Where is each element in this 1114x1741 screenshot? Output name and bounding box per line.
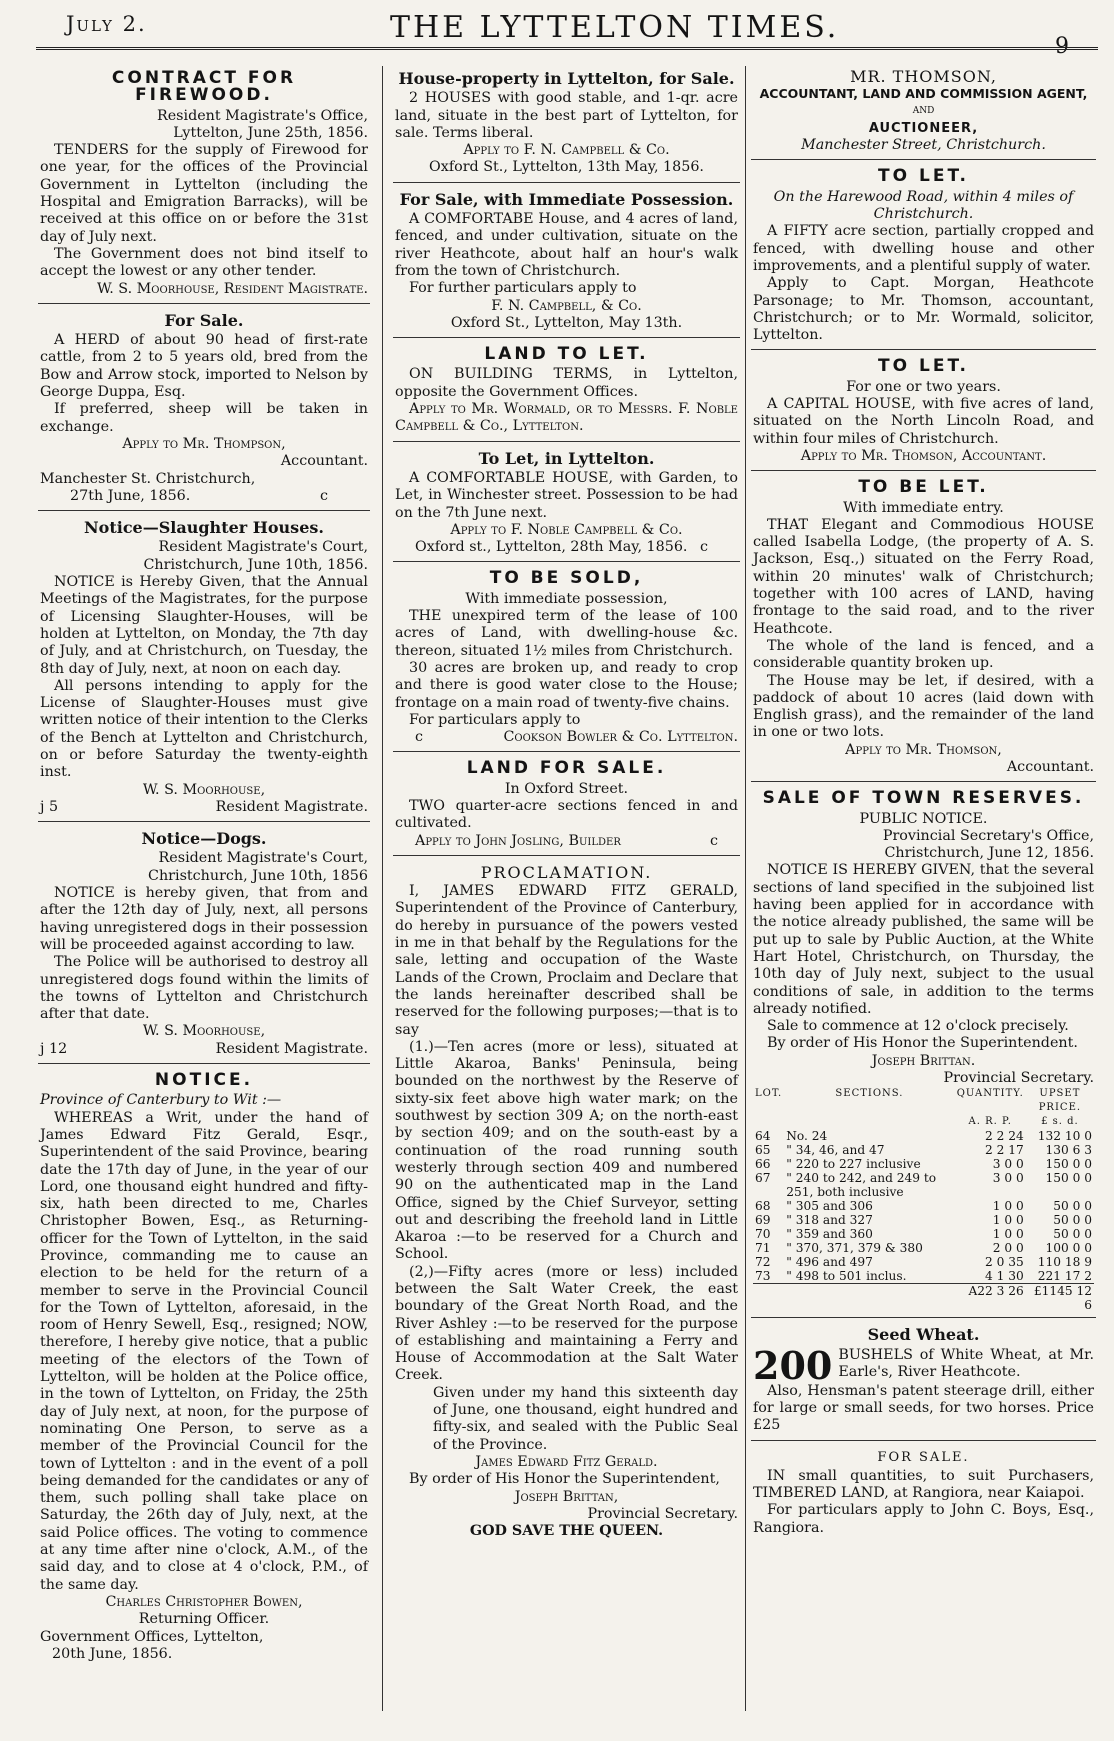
- ad-mark: j 12: [40, 1040, 68, 1057]
- table-header-sections: SECTIONS.: [835, 1088, 904, 1100]
- ad-body: The whole of the land is fenced, and a considerable quantity broken up.: [753, 637, 1094, 672]
- ad-large-number: 200: [753, 1342, 833, 1388]
- sections-cell: " 305 and 306: [786, 1199, 873, 1214]
- lot-cell: 70: [755, 1227, 771, 1242]
- ad-dogs: [38, 826, 370, 1064]
- lot-cell: 66: [755, 1157, 771, 1172]
- lot-cell: 68: [755, 1199, 771, 1214]
- ad-heading: PROCLAMATION.: [480, 862, 653, 882]
- ad-signature: Charles Christopher Bowen,: [105, 1593, 303, 1610]
- ad-subheading: For one or two years.: [846, 378, 1001, 395]
- column-divider: [382, 66, 383, 1711]
- ad-body: Sale to commence at 12 o'clock precisely.: [767, 1018, 1069, 1035]
- ad-heading: MR. THOMSON,: [850, 67, 997, 86]
- ad-heading: SALE OF TOWN RESERVES.: [762, 788, 1085, 809]
- ad-mark: c: [699, 539, 708, 556]
- lots-table-body: [753, 1129, 1094, 1284]
- newspaper-title: THE LYTTELTON TIMES.: [390, 10, 840, 45]
- ad-office: Provincial Secretary's Office,: [882, 827, 1094, 844]
- lot-cell: 71: [755, 1241, 771, 1256]
- quantity-cell: 1 0 0: [992, 1227, 1024, 1242]
- sections-cell: " 34, 46, and 47: [786, 1143, 885, 1158]
- quantity-cell: 1 0 0: [992, 1199, 1024, 1214]
- ad-date: Christchurch, June 10th, 1856.: [143, 556, 368, 573]
- table-row: [753, 1129, 1094, 1143]
- ad-apply: Apply to Capt. Morgan, Heathcote Parsonage; to Mr. Thomson, accountant, Christchurch; or to Mr. Wormald, solicitor, Lyttelton.: [753, 275, 1094, 344]
- ad-heading: LAND FOR SALE.: [466, 758, 667, 779]
- ad-signature: W. S. Moorhouse,: [142, 781, 266, 798]
- ad-address: Oxford St., Lyttelton, 13th May, 1856.: [429, 159, 704, 176]
- ad-sale-of-town-reserves: [751, 786, 1096, 1318]
- lot-cell: 73: [755, 1269, 771, 1284]
- ad-role: Resident Magistrate.: [215, 798, 368, 815]
- ad-body: BUSHELS of White Wheat, at Mr. Earle's, River Heathcote.: [838, 1346, 1094, 1380]
- ad-body: NOTICE IS HEREBY GIVEN, that the several sections of land specified in the subjoined list having been applied for in accordance with the notice already published, the same will be put up to sale by Public Auction, at the White Hart Hotel, Christchurch, on Thursday, the 10th day of July next, subject to the usual conditions of sale, in addition to the terms already notified.: [753, 862, 1094, 1017]
- ad-body: By order of His Honor the Superintendent,: [409, 1471, 720, 1488]
- ad-election-notice: [38, 1068, 370, 1668]
- ad-heading: TO BE LET.: [858, 477, 989, 498]
- price-cell: 150 0 0: [1045, 1157, 1092, 1172]
- lot-cell: 69: [755, 1213, 771, 1228]
- lot-cell: 72: [755, 1255, 771, 1270]
- ad-heading: LAND TO LET.: [484, 344, 649, 365]
- ad-for-sale-timbered-land: [751, 1445, 1096, 1542]
- ad-signature: W. S. Moorhouse, Resident Magistrate.: [97, 280, 368, 297]
- table-header-lot: LOT.: [755, 1088, 783, 1100]
- price-cell: 50 0 0: [1053, 1227, 1092, 1242]
- ad-firewood: [38, 66, 370, 304]
- column-3: [751, 66, 1096, 1711]
- ad-heading: TO LET.: [878, 166, 969, 187]
- ad-body: THE unexpired term of the lease of 100 acres of Land, with dwelling-house &c. thereon, situated 1½ miles from Christchurch.: [395, 608, 738, 659]
- ad-date: 27th June, 1856.: [70, 487, 191, 504]
- ad-body: The House may be let, if desired, with a paddock of about 10 acres (laid down with English grass), and the remainder of the land in one or two lots.: [753, 672, 1094, 741]
- ad-body: If preferred, sheep will be taken in exchange.: [40, 401, 368, 435]
- ad-body: THAT Elegant and Commodious HOUSE called Isabella Lodge, (the property of A. S. Jackson, Esq.,) situated on the Ferry Road, within 20 minutes' walk of Christchurch; together with 100 acres of LAND, having frontage to the said road, and to the river Heathcote.: [753, 516, 1094, 637]
- ad-role: Provincial Secretary.: [587, 1505, 738, 1522]
- ad-subheading: On the Harewood Road, within 4 miles of Christchurch.: [773, 188, 1074, 223]
- column-divider: [745, 66, 746, 1711]
- ad-mark: j 5: [40, 798, 59, 815]
- ad-heading: For Sale.: [164, 310, 244, 330]
- ad-apply: Apply to Mr. Wormald, or to Messrs. F. Noble Campbell & Co., Lyttelton.: [395, 401, 738, 435]
- sections-cell: " 220 to 227 inclusive: [786, 1157, 921, 1172]
- ad-subheading: In Oxford Street.: [504, 780, 629, 797]
- lots-table: [753, 1087, 1094, 1312]
- ad-body: For particulars apply to: [409, 711, 581, 728]
- price-cell: 150 0 0: [1045, 1171, 1092, 1186]
- ad-office: Resident Magistrate's Office,: [156, 107, 368, 124]
- total-price: £1145 12 6: [1026, 1284, 1094, 1313]
- sections-cell: No. 24: [786, 1129, 828, 1144]
- column-1: [38, 66, 370, 1711]
- table-subheader-quantity: A. R. P.: [968, 1116, 1012, 1128]
- ad-subheading: With immediate entry.: [843, 499, 1004, 516]
- ad-heading: Notice—Slaughter Houses.: [84, 518, 324, 538]
- table-row: [753, 1199, 1094, 1213]
- quantity-cell: 1 0 0: [992, 1213, 1024, 1228]
- table-row: [753, 1241, 1094, 1255]
- ad-body: A CAPITAL HOUSE, with five acres of land, situated on the North Lincoln Road, and within four miles of Christchurch.: [753, 396, 1094, 447]
- ad-body: NOTICE is hereby given, that from and after the 12th day of July, next, all persons having unregistered dogs in their possession will be proceeded against according to law.: [40, 885, 368, 953]
- ad-for-sale-cattle: [38, 308, 370, 511]
- table-row: [753, 1171, 1094, 1199]
- table-total-row: [753, 1284, 1094, 1313]
- ad-subheading: Province of Canterbury to Wit :—: [40, 1092, 282, 1109]
- ad-mark: c: [709, 832, 718, 849]
- ad-role: Returning Officer.: [138, 1611, 270, 1628]
- ad-date: Lyttelton, June 25th, 1856.: [173, 124, 368, 141]
- ad-seed-wheat: [751, 1322, 1096, 1440]
- table-row: [753, 1227, 1094, 1241]
- price-cell: 130 6 3: [1045, 1143, 1092, 1158]
- ad-to-let-harewood: [751, 164, 1096, 350]
- ad-body: The Government does not bind itself to accept the lowest or any other tender.: [40, 245, 368, 280]
- ad-body: 2 HOUSES with good stable, and 1-qr. acre land, situate in the best part of Lyttelton, for sale. Terms liberal.: [395, 90, 738, 141]
- ad-role: Provincial Secretary.: [943, 1070, 1094, 1087]
- ad-heading: For Sale, with Immediate Possession.: [399, 189, 734, 209]
- ad-body: A FIFTY acre section, partially cropped and fenced, with dwelling house and other improvements, and a plentiful supply of water.: [753, 223, 1094, 274]
- ad-to-be-sold: [393, 566, 740, 752]
- sections-cell: " 496 and 497: [786, 1255, 873, 1270]
- ad-immediate-possession: [393, 187, 740, 338]
- sections-cell: " 240 to 242, and 249 to 251, both inclusive: [786, 1171, 937, 1200]
- ad-signature: Joseph Brittan,: [514, 1488, 619, 1505]
- ad-body: ON BUILDING TERMS, in Lyttelton, opposite the Government Offices.: [395, 366, 738, 400]
- ad-role: Accountant.: [280, 453, 368, 470]
- issue-date: July 2.: [66, 12, 147, 36]
- ad-signature: Joseph Brittan.: [871, 1052, 976, 1069]
- ad-body: A COMFORTABLE HOUSE, with Garden, to Let, in Winchester street. Possession to be had on the 7th June next.: [395, 469, 738, 521]
- ad-body: (2,)—Fifty acres (more or less) included between the Salt Water Creek, the east boundary of the Great North Road, and the River Ashley :—to be reserved for the purpose of establishing and maintaining a Ferry and House of Accommodation at the Salt Water Creek.: [395, 1263, 738, 1384]
- page-number: 9: [1055, 34, 1069, 59]
- ad-apply: Apply to John Josling, Builder: [415, 832, 621, 849]
- ad-subheading: AUCTIONEER,: [868, 120, 979, 136]
- ad-apply: Apply to F. Noble Campbell & Co.: [450, 521, 683, 538]
- ad-heading: TO BE SOLD,: [489, 568, 644, 589]
- ad-apply: Apply to Mr. Thomson,: [845, 741, 1002, 758]
- table-row: [753, 1255, 1094, 1269]
- ad-body: Given under my hand this sixteenth day of June, one thousand, eight hundred and fifty-six, and sealed with the Public Seal of the Province.: [433, 1384, 738, 1453]
- price-cell: 110 18 9: [1037, 1255, 1092, 1270]
- ad-body: The Police will be authorised to destroy all unregistered dogs found within the limits of the towns of Lyttelton and Christchurch after that date.: [40, 954, 368, 1023]
- table-subheader-price: £ s. d.: [1041, 1116, 1079, 1128]
- ad-body: 30 acres are broken up, and ready to crop and there is good water close to the House; frontage on a main road of twenty-five chains.: [395, 659, 738, 711]
- ad-apply: Cookson Bowler & Co. Lyttelton.: [503, 729, 738, 746]
- quantity-cell: 2 2 17: [985, 1143, 1024, 1158]
- ad-date: Christchurch, June 10th, 1856: [148, 867, 368, 884]
- ad-date: Christchurch, June 12, 1856.: [884, 845, 1094, 862]
- ad-signature: James Edward Fitz Gerald.: [475, 1453, 658, 1470]
- ad-body: A COMFORTABE House, and 4 acres of land, fenced, and under cultivation, situate on the river Heathcote, about half an hour's walk from the town of Christchurch.: [395, 211, 738, 279]
- ad-heading: NOTICE.: [154, 1070, 254, 1091]
- sections-cell: " 370, 371, 379 & 380: [786, 1241, 923, 1256]
- ad-apply: Apply to F. N. Campbell & Co.: [463, 142, 670, 159]
- lot-cell: 64: [755, 1129, 771, 1144]
- ad-text: AND: [912, 105, 935, 116]
- ad-to-let-capital-house: [751, 354, 1096, 471]
- ad-heading: CONTRACT FOR FIREWOOD.: [111, 68, 297, 106]
- masthead-rule: [36, 47, 1098, 50]
- ad-apply: Apply to Mr. Thomson, Accountant.: [800, 447, 1047, 464]
- quantity-cell: 3 0 0: [992, 1171, 1024, 1186]
- table-row: [753, 1157, 1094, 1171]
- table-header-quantity: QUANTITY.: [956, 1088, 1024, 1100]
- ad-body: IN small quantities, to suit Purchasers, TIMBERED LAND, at Rangiora, near Kaiapoi.: [753, 1467, 1094, 1502]
- ad-body: A HERD of about 90 head of first-rate cattle, from 2 to 5 years old, bred from the Bow and Arrow stock, imported to Nelson by George Duppa, Esq.: [40, 332, 368, 401]
- ad-subheading: PUBLIC NOTICE.: [859, 810, 988, 827]
- ad-subheading: With immediate possession,: [465, 590, 668, 607]
- quantity-cell: 2 0 35: [985, 1255, 1024, 1270]
- ad-heading: FOR SALE.: [877, 1449, 970, 1465]
- ad-office: Resident Magistrate's Court,: [158, 850, 368, 867]
- ad-closing: GOD SAVE THE QUEEN.: [469, 1523, 664, 1540]
- ad-role: Resident Magistrate.: [215, 1040, 368, 1057]
- quantity-cell: 3 0 0: [992, 1157, 1024, 1172]
- column-2: [393, 66, 740, 1711]
- ad-body: (1.)—Ten acres (more or less), situated at Little Akaroa, Banks' Peninsula, being bounded on the northwest by the Reserve of sixty-six feet above high water mark; on the southwest by section 309 A; on the north-east by section 409; and on the south-east by a continuation of the road running south westerly through section 409 and numbered 90 on the authenticated map in the Land Office, signed by the Chief Surveyor, setting out and describing the freehold land in Little Akaroa :—to be reserved for a Church and School.: [395, 1038, 738, 1263]
- ad-role: Accountant.: [1006, 758, 1094, 775]
- ad-slaughter-houses: [38, 515, 370, 822]
- ad-heading: To Let, in Lyttelton.: [478, 448, 655, 468]
- table-row: [753, 1143, 1094, 1157]
- quantity-cell: 2 2 24: [985, 1129, 1024, 1144]
- ad-heading: House-property in Lyttelton, for Sale.: [398, 69, 735, 88]
- ad-mr-thomson: [751, 66, 1096, 160]
- ad-body: NOTICE is Hereby Given, that the Annual Meetings of the Magistrates, for the purpose of Licensing Slaughter-Houses, will be holden at Lyttelton, on Monday, the 7th day of July, and at Christchurch, on Tuesday, the 8th day of July, next, at noon on each day.: [40, 574, 368, 677]
- table-row: [753, 1213, 1094, 1227]
- ad-body: For further particulars apply to: [409, 280, 637, 297]
- ad-office: Resident Magistrate's Court,: [158, 539, 368, 556]
- ad-address: Oxford St., Lyttelton, May 13th.: [450, 314, 683, 331]
- ad-heading: Seed Wheat.: [867, 1325, 980, 1345]
- ad-heading: Notice—Dogs.: [141, 829, 267, 849]
- ad-subheading: ACCOUNTANT, LAND AND COMMISSION AGENT,: [759, 86, 1088, 102]
- lot-cell: 65: [755, 1143, 771, 1158]
- sections-cell: " 359 and 360: [786, 1227, 873, 1242]
- sections-cell: " 318 and 327: [786, 1213, 873, 1228]
- ad-signature: W. S. Moorhouse,: [142, 1023, 266, 1040]
- ad-body: I, JAMES EDWARD FITZ GERALD, Superintendent of the Province of Canterbury, do hereby in pursuance of the powers vested in me in that behalf by the Regulations for the sale, letting and occupation of the Waste Lands of the Crown, Proclaim and Declare that the lands hereinafter described shall be reserved for the following purposes;—that is to say: [395, 883, 738, 1038]
- ad-heading: TO LET.: [878, 356, 969, 377]
- ad-body: By order of His Honor the Superintendent.: [767, 1035, 1078, 1052]
- ad-address: Oxford st., Lyttelton, 28th May, 1856.: [415, 539, 688, 556]
- ad-body: TWO quarter-acre sections fenced in and cultivated.: [395, 797, 738, 832]
- ad-body: TENDERS for the supply of Firewood for one year, for the offices of the Provincial Government in Lyttelton (including the Hospital and Emigration Barracks), will be received at this office on or before the 31st day of July next.: [40, 142, 368, 245]
- ad-body: All persons intending to apply for the License of Slaughter-Houses must give written notice of their intention to the Clerks of the Bench at Lyttelton and Christchurch, on or before Saturday the twenty-eighth inst.: [40, 677, 368, 781]
- quantity-cell: 4 1 30: [985, 1269, 1024, 1284]
- lot-cell: 67: [755, 1171, 771, 1186]
- ad-place: Government Offices, Lyttelton,: [40, 1628, 264, 1645]
- ad-place: Manchester St. Christchurch,: [40, 470, 256, 487]
- ad-land-for-sale: [393, 756, 740, 855]
- masthead: [0, 0, 1114, 59]
- ad-mark: c: [415, 729, 424, 746]
- ad-to-let-lyttelton: [393, 446, 740, 563]
- ad-mark: c: [319, 487, 328, 504]
- ad-address: Manchester Street, Christchurch.: [801, 137, 1046, 154]
- price-cell: 132 10 0: [1037, 1129, 1092, 1144]
- ad-body: WHEREAS a Writ, under the hand of James Edward Fitz Gerald, Esqr., Superintendent of the said Province, bearing date the 17th day of June, in the year of our Lord, one thousand eight hundred and fifty-six, hath been directed to me, Charles Christopher Bowen, Esq., as Returning-officer for the Town of Lyttelton, in the said Province, commanding me to cause an election to be held for the return of a member to serve in the Provincial Council for the Town of Lyttelton, aforesaid, in the room of Henry Sewell, Esq., resigned; NOW, therefore, I hereby give notice, that a public meeting of the electors of the Town of Lyttelton, will be holden at the Police office, in the town of Lyttelton, on Friday, the 25th day of July next, at noon, for the purpose of nominating One Person, to serve as a member of the Provincial Council for the town of Lyttelton : and in the event of a poll being demanded for the candidates or any of them, such polling shall take place on Saturday, the 26th day of July, next, at the said Police offices. The voting to commence at any time after nine o'clock, A.M., of the said day, and to close at 4 o'clock, P.M., of the same day.: [40, 1109, 368, 1593]
- quantity-cell: 2 0 0: [992, 1241, 1024, 1256]
- ad-land-to-let: [393, 342, 740, 441]
- ad-apply: Apply to Mr. Thompson,: [122, 435, 286, 452]
- sections-cell: " 498 to 501 inclus.: [786, 1269, 907, 1284]
- price-cell: 50 0 0: [1053, 1199, 1092, 1214]
- price-cell: 50 0 0: [1053, 1213, 1092, 1228]
- price-cell: 221 17 2: [1037, 1269, 1092, 1284]
- ad-to-be-let-isabella-lodge: [751, 475, 1096, 782]
- total-quantity: A22 3 26: [955, 1284, 1026, 1313]
- ad-proclamation: [393, 860, 740, 1546]
- ad-apply: For particulars apply to John C. Boys, Esq., Rangiora.: [753, 1502, 1094, 1536]
- ad-apply: F. N. Campbell, & Co.: [491, 297, 642, 314]
- ad-body: Also, Hensman's patent steerage drill, either for large or small seeds, for two horses. Price £25: [753, 1382, 1094, 1434]
- table-row: [753, 1269, 1094, 1284]
- table-header-price: UPSET PRICE.: [1038, 1088, 1082, 1114]
- price-cell: 100 0 0: [1045, 1241, 1092, 1256]
- ad-date: 20th June, 1856.: [52, 1645, 173, 1662]
- ad-house-property: [393, 66, 740, 183]
